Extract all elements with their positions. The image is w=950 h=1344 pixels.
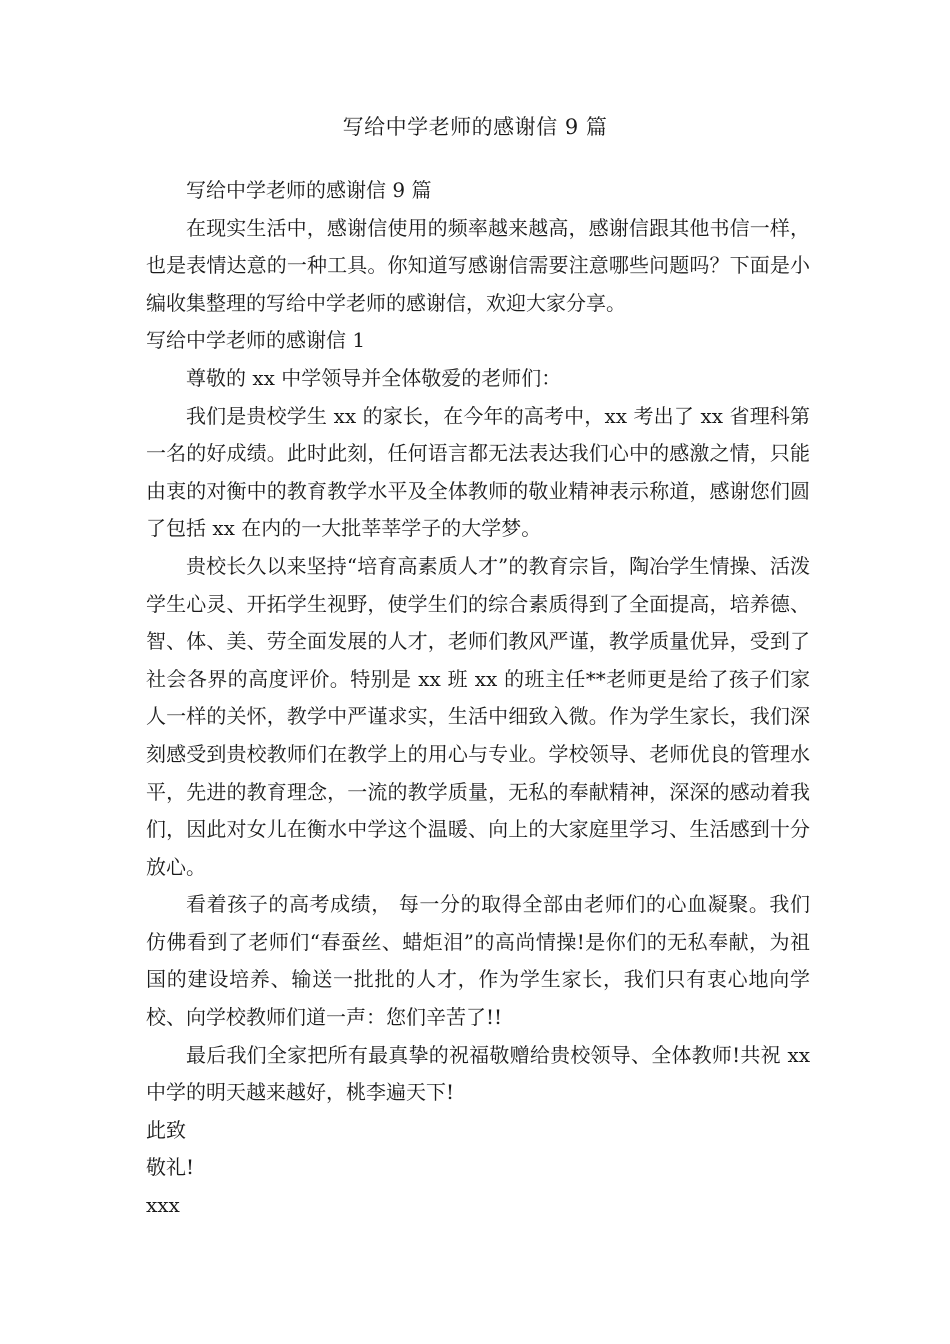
subtitle-paragraph: 写给中学老师的感谢信 9 篇 xyxy=(186,178,432,202)
closing-salute: 敬礼! xyxy=(146,1155,195,1180)
document-title: 写给中学老师的感谢信 9 篇 xyxy=(342,115,608,139)
body-paragraph: 看着孩子的高考成绩， 每一分的取得全部由老师们的心血凝聚。我们仿佛看到了老师们“春蚕丝、蜡炬泪”的高尚情操!是你们的无私奉献，为祖国的建设培养、输送一批批的人才，作为学生家长，我们只有衷心地向学校、向学校教师们道一声：您们辛苦了!! xyxy=(146,892,810,1030)
section-heading: 写给中学老师的感谢信 1 xyxy=(146,328,366,353)
signature: xxx xyxy=(146,1193,180,1218)
document-body xyxy=(146,172,810,1225)
body-paragraph: 贵校长久以来坚持“培育高素质人才”的教育宗旨，陶冶学生情操、活泼学生心灵、开拓学生视野，使学生们的综合素质得到了全面提高，培养德、智、体、美、劳全面发展的人才，老师们教风严谨，教学质量优异，受到了社会各界的高度评价。特别是 xx 班 xx 的班主任**老师更是给了孩子们家人一样的关怀，教学中严谨求实，生活中细致入微。作为学生家长，我们深刻感受到贵校教师们在教学上的用心与专业。学校领导、老师优良的管理水平，先进的教育理念，一流的教学质量，无私的奉献精神，深深的感动着我们，因此对女儿在衡水中学这个温暖、向上的大家庭里学习、生活感到十分放心。 xyxy=(146,553,810,879)
body-paragraph: 最后我们全家把所有最真挚的祝福敬赠给贵校领导、全体教师!共祝 xx 中学的明天越来越好，桃李遍天下! xyxy=(146,1042,810,1105)
body-paragraph: 我们是贵校学生 xx 的家长，在今年的高考中，xx 考出了 xx 省理科第一名的好成绩。此时此刻，任何语言都无法表达我们心中的感激之情，只能由衷的对衡中的教育教学水平及全体教师的敬业精神表示称道，感谢您们圆了包括 xx 在内的一大批莘莘学子的大学梦。 xyxy=(146,403,810,541)
closing-line: 此致 xyxy=(146,1117,186,1142)
intro-paragraph: 在现实生活中，感谢信使用的频率越来越高，感谢信跟其他书信一样，也是表情达意的一种工具。你知道写感谢信需要注意哪些问题吗？下面是小编收集整理的写给中学老师的感谢信，欢迎大家分享。 xyxy=(146,215,810,315)
salutation: 尊敬的 xx 中学领导并全体敬爱的老师们： xyxy=(186,365,562,390)
